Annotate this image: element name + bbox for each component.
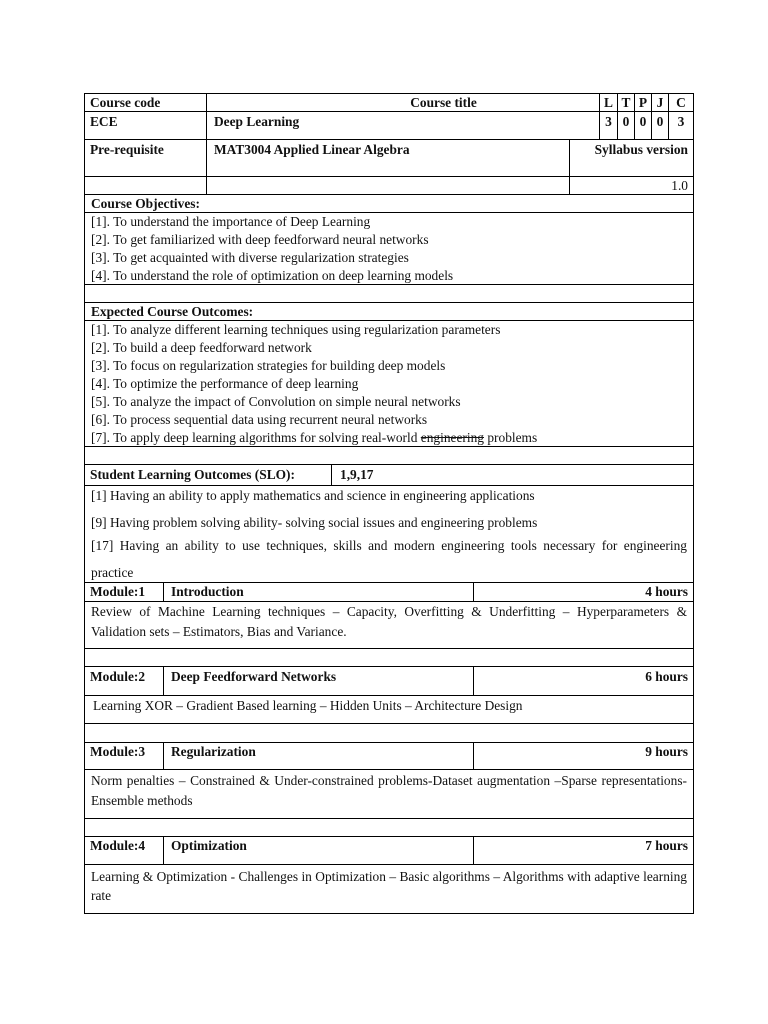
outcome-item-text: problems [484,430,538,445]
module-header-row [84,583,694,602]
slo-item: [1] Having an ability to apply mathematics and science in engineering applications [91,488,535,503]
objectives-heading: Course Objectives: [84,195,694,213]
slo-row [84,465,694,486]
module-label: Module:2 [90,669,146,684]
syllabus-document [84,93,694,914]
module-title: Regularization [163,743,473,769]
module-label: Module:1 [90,584,146,599]
slo-label: Student Learning Outcomes (SLO): [90,467,295,482]
outcome-item-text: [7]. To apply deep learning algorithms for solving real-world [91,430,421,445]
ltpjc-value-t: 0 [617,112,634,139]
course-title-value: Deep Learning [206,112,599,139]
outcome-item: [5]. To analyze the impact of Convolution on simple neural networks [91,394,461,409]
module-hours: 9 hours [473,743,693,769]
module-header-row [84,667,694,696]
module-label: Module:3 [90,744,146,759]
outcome-item: [6]. To process sequential data using recurrent neural networks [91,412,428,427]
module-hours: 7 hours [473,837,693,864]
prereq-value: MAT3004 Applied Linear Algebra [206,140,569,176]
ltpjc-value-p: 0 [634,112,651,139]
course-code-value: ECE [90,114,118,129]
outcome-item: [2]. To build a deep feedforward network [91,340,312,355]
ltpjc-value-j: 0 [651,112,668,139]
ltpjc-label-l: L [599,94,617,111]
syllabus-version-value: 1.0 [569,177,693,194]
header-row [84,93,694,112]
syllabus-version-row [84,177,694,195]
module-content: Norm penalties – Constrained & Under-constrained problems-Dataset augmentation –Sparse representations-Ensemble methods [84,770,694,819]
slo-item: [17] Having an ability to use techniques, skills and modern engineering tools necessary for engineering practice [91,538,687,580]
ltpjc-label-j: J [651,94,668,111]
objective-item: [3]. To get acquainted with diverse regularization strategies [91,250,409,265]
module-title: Deep Feedforward Networks [163,667,473,695]
spacer-row [84,819,694,837]
struck-word: engineering [420,430,484,445]
module-hours: 6 hours [473,667,693,695]
course-info-row [84,112,694,140]
objective-item: [4]. To understand the role of optimization on deep learning models [91,268,454,283]
syllabus-version-label: Syllabus version [569,140,693,176]
outcomes-heading: Expected Course Outcomes: [84,303,694,321]
module-content: Learning XOR – Gradient Based learning – Hidden Units – Architecture Design [84,696,694,724]
ltpjc-label-c: C [668,94,693,111]
module-header-row [84,837,694,865]
module-hours: 4 hours [473,583,693,601]
ltpjc-value-c: 3 [668,112,693,139]
module-header-row [84,743,694,770]
objective-item: [1]. To understand the importance of Deep Learning [91,214,371,229]
ltpjc-value-l: 3 [599,112,617,139]
empty-cell [206,177,569,194]
module-content: Learning & Optimization - Challenges in Optimization – Basic algorithms – Algorithms with adaptive learning rate [84,865,694,914]
ltpjc-label-t: T [617,94,634,111]
spacer-row [84,649,694,667]
slo-list [84,486,694,583]
module-title: Introduction [163,583,473,601]
slo-value: 1,9,17 [331,465,693,485]
outcome-item: [1]. To analyze different learning techniques using regularization parameters [91,322,501,337]
prereq-label: Pre-requisite [90,142,164,157]
spacer-row [84,724,694,743]
outcome-item: [4]. To optimize the performance of deep learning [91,376,359,391]
module-label: Module:4 [90,838,146,853]
course-code-label: Course code [90,95,161,110]
spacer-row [84,285,694,303]
objective-item: [2]. To get familiarized with deep feedforward neural networks [91,232,429,247]
outcome-item: [3]. To focus on regularization strategies for building deep models [91,358,446,373]
module-title: Optimization [163,837,473,864]
spacer-row [84,447,694,465]
outcome-item [91,429,687,447]
outcomes-list [84,321,694,447]
objectives-list [84,213,694,285]
ltpjc-label-p: P [634,94,651,111]
course-title-label: Course title [206,94,680,111]
slo-item: [9] Having problem solving ability- solving social issues and engineering problems [91,515,538,530]
module-content: Review of Machine Learning techniques – Capacity, Overfitting & Underfitting – Hyperparameters & Validation sets – Estimators, Bias and Variance. [84,602,694,649]
prerequisite-row [84,140,694,177]
